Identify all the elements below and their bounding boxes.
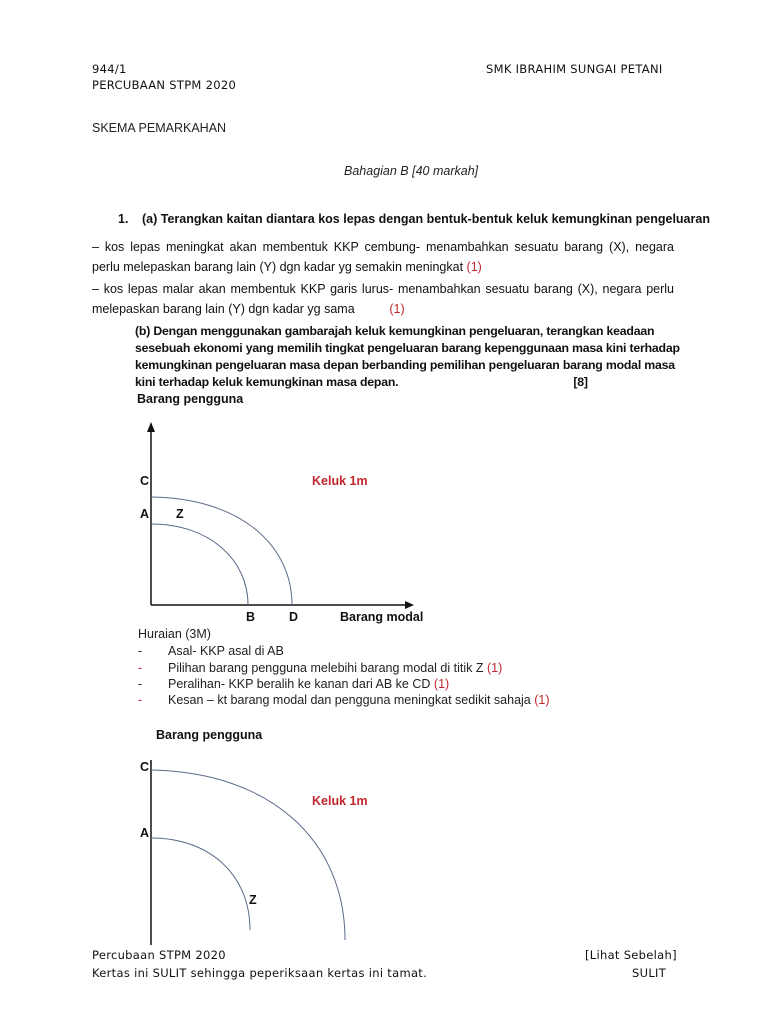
school-name: SMK IBRAHIM SUNGAI PETANI [486,62,663,76]
curve-a2 [151,838,250,930]
paper-code: 944/1 [92,62,127,76]
mark: (1) [534,693,550,707]
label-c: C [140,760,150,774]
diagram1-ylabel: Barang pengguna [137,392,244,406]
label-c: C [140,474,150,488]
diagram1-axes [151,430,408,605]
explanation-title: Huraian (3M) [138,627,211,641]
x-arrow [405,601,414,609]
label-b: B [246,610,256,624]
doc-title: SKEMA PEMARKAHAN [92,121,227,135]
bullet: - [138,661,143,675]
curve-label: Keluk 1m [312,794,368,808]
mark: (1) [433,677,450,691]
label-a: A [140,507,150,521]
y-arrow [147,422,155,432]
label-d: D [289,610,299,624]
bullet: - [138,644,143,658]
mark: (1) [486,661,503,675]
explanation-item [138,693,550,707]
question-text: (b) Dengan menggunakan gambarajah keluk kemungkinan pengeluaran, terangkan keadaan sesebuah ekonomi yang memilih tingkat pengeluaran barang kepenggunaan masa kini terhadap kemungkinan pengeluaran masa depan berbanding pemilihan pengeluaran barang modal masa kini terhadap keluk kemungkinan masa depan. [135,324,680,389]
answer-text: – kos lepas malar akan membentuk KKP garis lurus- menambahkan sesuatu barang (X), negara perlu melepaskan barang lain (Y) dgn kadar yg sama [92,282,674,316]
curve-cd [151,497,292,605]
footer-next-page: [Lihat Sebelah] [585,948,677,962]
item-text: Asal- KKP asal di AB [168,644,284,658]
explanation-item [138,661,502,675]
footer-exam: Percubaan STPM 2020 [92,948,226,962]
bullet: - [138,693,143,707]
label-a: A [140,826,150,840]
curve-ab [151,524,248,605]
item-text: Peralihan- KKP beralih ke kanan dari AB ke CD [168,677,431,691]
question-1a: (a) Terangkan kaitan diantara kos lepas dengan bentuk-bentuk keluk kemungkinan pengeluaran [142,212,710,226]
curve-label: Keluk 1m [312,474,368,488]
bullet: - [138,677,143,691]
explanation-item [138,677,449,691]
question-number: 1. [118,212,129,226]
explanation-item [138,644,284,658]
item-text: Pilihan barang pengguna melebihi barang modal di titik Z [168,661,484,675]
footer-notice: Kertas ini SULIT sehingga peperiksaan kertas ini tamat. [92,966,428,980]
footer-sulit: SULIT [632,966,667,980]
mark: (1) [466,260,482,274]
label-z: Z [176,507,184,521]
answer-text: – kos lepas meningkat akan membentuk KKP cembung- menambahkan sesuatu barang (X), negara perlu melepaskan barang lain (Y) dgn kadar yg semakin meningkat [92,240,674,274]
diagram2-ylabel: Barang pengguna [156,728,263,742]
exam-name: PERCUBAAN STPM 2020 [92,78,237,92]
question-marks: [8] [573,375,588,389]
label-z: Z [249,893,257,907]
item-text: Kesan – kt barang modal dan pengguna meningkat sedikit sahaja [168,693,531,707]
diagram1-xlabel: Barang modal [340,610,424,624]
mark: (1) [389,302,405,316]
section-title: Bahagian B [40 markah] [344,164,479,178]
